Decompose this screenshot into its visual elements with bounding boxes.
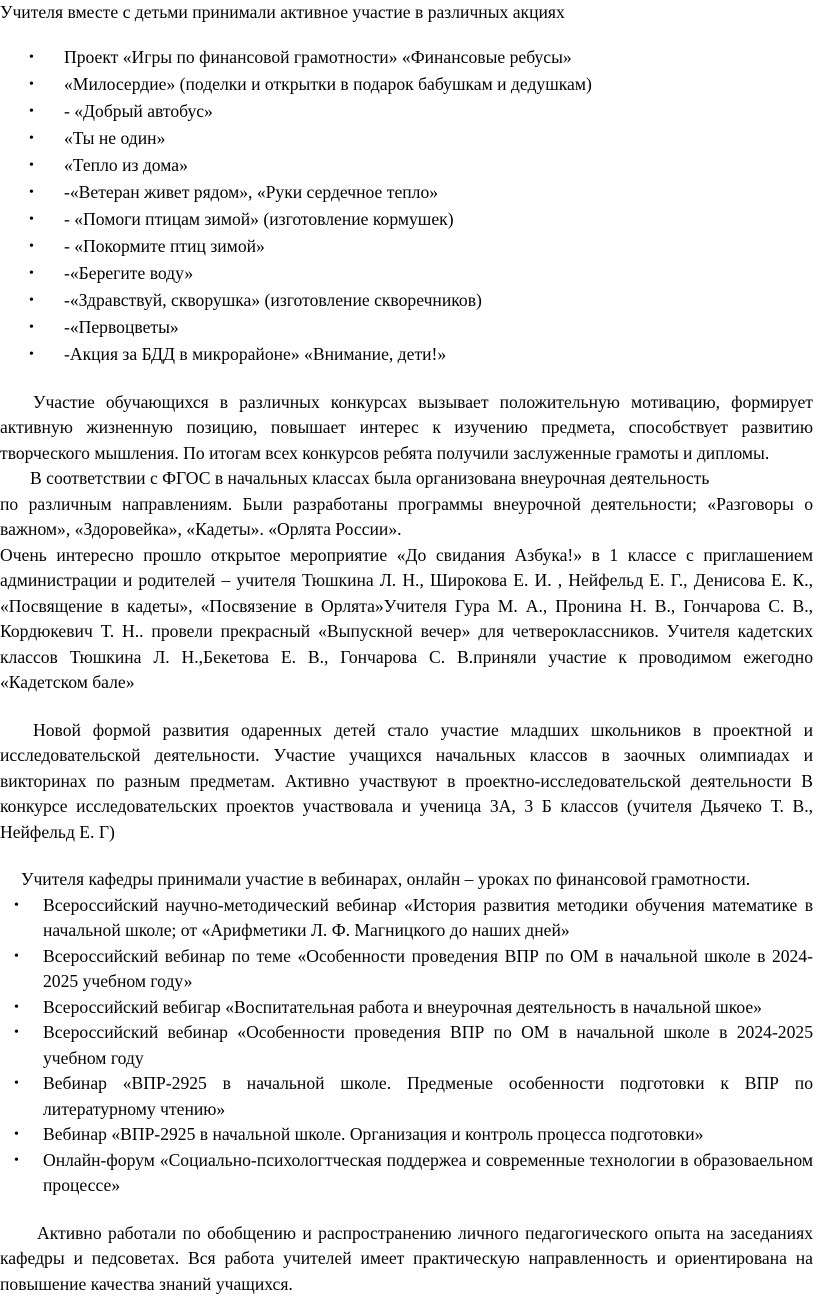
list-item: • -Акция за БДД в микрорайоне» «Внимание, дети!» xyxy=(0,341,813,368)
list-item: • - «Покормите птиц зимой» xyxy=(0,233,813,260)
list-item: • Вебинар «ВПР-2925 в начальной школе. Предменые особенности подготовки к ВПР по литературному чтению» xyxy=(0,1071,813,1122)
list-item: • Всероссийский вебигар «Воспитательная работа и внеурочная деятельность в начальной шкое» xyxy=(0,995,813,1021)
actions-heading: Учителя вместе с детьми принимали активное участие в различных акциях xyxy=(0,0,813,26)
bullet-icon: • xyxy=(29,44,34,71)
bullet-icon: • xyxy=(29,71,34,98)
webinars-intro: Учителя кафедры принимали участие в вебинарах, онлайн – уроках по финансовой грамотности. xyxy=(0,867,813,893)
list-item: • -«Здравствуй, скворушка» (изготовление скворечников) xyxy=(0,287,813,314)
bullet-icon: • xyxy=(14,944,19,970)
list-item: • Всероссийский вебинар «Особенности проведения ВПР по ОМ в начальной школе в 2024-2025 учебном году xyxy=(0,1020,813,1071)
bullet-icon: • xyxy=(29,260,34,287)
spacer xyxy=(0,368,813,390)
bullet-icon: • xyxy=(29,206,34,233)
events-paragraph: Очень интересно прошло открытое мероприятие «До свидания Азбука!» в 1 классе с приглашением администрации и родителей – учителя Тюшкина Л. Н., Широкова Е. И. , Нейфельд Е. Г., Денисова Е. К., «Посвящение в кадеты», «Посвязение в Орлята»Учителя Гура М. А., Пронина Н. В., Гончарова С. В., Кордюкевич Т. Н.. провели прекрасный «Выпускной вечер» для четвероклассников. Учителя кадетских классов Тюшкина Л. Н.,Бекетова Е. В., Гончарова С. В.приняли участие к проводимом ежегодно «Кадетском бале» xyxy=(0,543,813,696)
list-item: • -«Берегите воду» xyxy=(0,260,813,287)
list-item: • Всероссийский научно-методический вебинар «История развития методики обучения математике в начальной школе; от «Арифметики Л. Ф. Магницкого до наших дней» xyxy=(0,893,813,944)
bullet-icon: • xyxy=(29,125,34,152)
list-item: • -«Ветеран живет рядом», «Руки сердечное тепло» xyxy=(0,179,813,206)
gifted-paragraph: Новой формой развития одаренных детей стало участие младших школьников в проектной и исследовательской деятельности. Участие учащихся начальных классов в заочных олимпиадах и викторинах по разным предметам. Активно участвуют в проектно-исследовательской деятельности В конкурсе исследовательских проектов участвовала и ученица 3А, 3 Б классов (учителя Дьячеко Т. В., Нейфельд Е. Г) xyxy=(0,718,813,846)
bullet-icon: • xyxy=(29,179,34,206)
spacer xyxy=(0,845,813,867)
actions-list xyxy=(0,44,813,368)
list-item: • - «Помоги птицам зимой» (изготовление кормушек) xyxy=(0,206,813,233)
bullet-icon: • xyxy=(29,233,34,260)
bullet-icon: • xyxy=(29,341,34,368)
list-item: • Всероссийский вебинар по теме «Особенности проведения ВПР по ОМ в начальной школе в 2024-2025 учебном году» xyxy=(0,944,813,995)
spacer xyxy=(0,696,813,718)
contests-paragraph: Участие обучающихся в различных конкурсах вызывает положительную мотивацию, формирует активную жизненную позицию, повышает интерес к изучению предмета, способствует развитию творческого мышления. По итогам всех конкурсов ребята получили заслуженные грамоты и дипломы. xyxy=(0,390,813,467)
list-item: • «Тепло из дома» xyxy=(0,152,813,179)
bullet-icon: • xyxy=(14,1020,19,1046)
bullet-icon: • xyxy=(14,995,19,1021)
bullet-icon: • xyxy=(14,1071,19,1097)
list-item: • -«Первоцветы» xyxy=(0,314,813,341)
bullet-icon: • xyxy=(14,1122,19,1148)
fgos-paragraph-line1: В соответствии с ФГОС в начальных классах была организована внеурочная деятельность xyxy=(0,466,813,492)
list-item: • - «Добрый автобус» xyxy=(0,98,813,125)
experience-paragraph: Активно работали по обобщению и распространению личного педагогического опыта на заседаниях кафедры и педсоветах. Вся работа учителей имеет практическую направленность и ориентирована на повышение качества знаний учащихся. xyxy=(0,1221,813,1297)
bullet-icon: • xyxy=(29,314,34,341)
list-item: • «Милосердие» (поделки и открытки в подарок бабушкам и дедушкам) xyxy=(0,71,813,98)
list-item: • «Ты не один» xyxy=(0,125,813,152)
fgos-paragraph-line2: по различным направлениям. Были разработаны программы внеурочной деятельности; «Разговоры о важном», «Здоровейка», «Кадеты». «Орлята России». xyxy=(0,492,813,543)
list-item: • Проект «Игры по финансовой грамотности» «Финансовые ребусы» xyxy=(0,44,813,71)
spacer xyxy=(0,1199,813,1221)
list-item: • Онлайн-форум «Социально-психологтческая поддержеа и современные технологии в образоваельном процессе» xyxy=(0,1148,813,1199)
bullet-icon: • xyxy=(14,893,19,919)
bullet-icon: • xyxy=(29,152,34,179)
bullet-icon: • xyxy=(29,98,34,125)
bullet-icon: • xyxy=(14,1148,19,1174)
webinars-list xyxy=(0,893,813,1199)
bullet-icon: • xyxy=(29,287,34,314)
list-item: • Вебинар «ВПР-2925 в начальной школе. Организация и контроль процесса подготовки» xyxy=(0,1122,813,1148)
